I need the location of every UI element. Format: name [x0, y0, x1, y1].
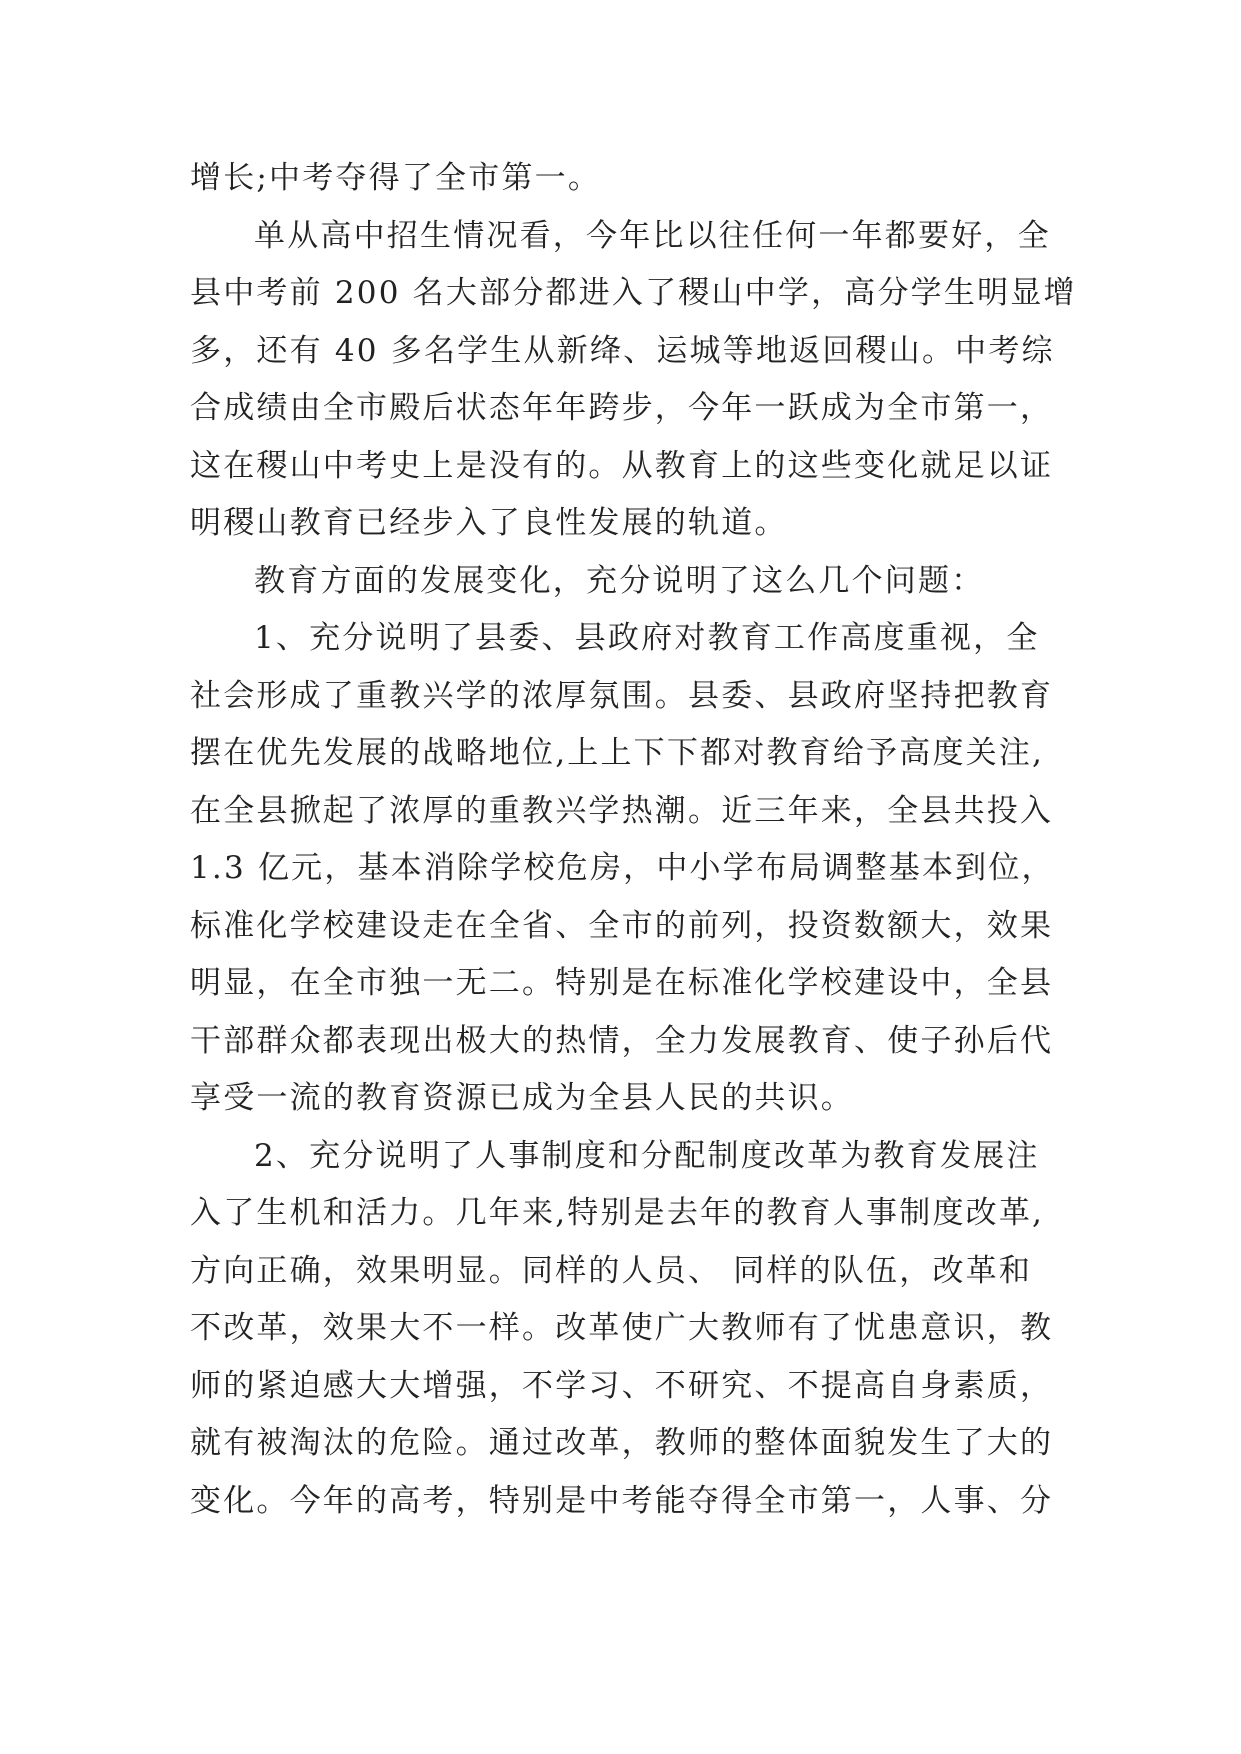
text-line: 干部群众都表现出极大的热情，全力发展教育、使子孙后代: [190, 1022, 1054, 1059]
text-line: 增长;中考夺得了全市第一。: [190, 160, 602, 196]
text-line: 明显，在全市独一无二。特别是在标准化学校建设中，全县: [190, 965, 1054, 1001]
text-line: 合成绩由全市殿后状态年年跨步，今年一跃成为全市第一，: [190, 390, 1054, 426]
text-line: 摆在优先发展的战略地位,上上下下都对教育给予高度关注,: [190, 735, 1045, 771]
text-line: 2、充分说明了人事制度和分配制度改革为教育发展注: [254, 1137, 1040, 1174]
text-line: 单从高中招生情况看，今年比以往任何一年都要好，全: [254, 217, 1051, 254]
text-line: 师的紧迫感大大增强，不学习、不研究、不提高自身素质，: [190, 1367, 1054, 1404]
document-body: [190, 150, 1077, 1530]
text-line: 不改革，效果大不一样。改革使广大教师有了忧患意识，教: [190, 1310, 1054, 1346]
text-line: 这在稷山中考史上是没有的。从教育上的这些变化就足以证: [190, 447, 1054, 484]
text-line: 入了生机和活力。几年来,特别是去年的教育人事制度改革,: [190, 1195, 1045, 1231]
text-line: 1、充分说明了县委、县政府对教育工作高度重视，全: [254, 620, 1040, 656]
text-line: 变化。今年的高考，特别是中考能夺得全市第一，人事、分: [190, 1482, 1054, 1519]
text-line: 社会形成了重教兴学的浓厚氛围。县委、县政府坚持把教育: [190, 677, 1054, 714]
text-line: 县中考前 200 名大部分都进入了稷山中学，高分学生明显增: [190, 275, 1077, 311]
text-line: 明稷山教育已经步入了良性发展的轨道。: [190, 505, 788, 541]
text-line: 方向正确，效果明显。同样的人员、 同样的队伍，改革和: [190, 1252, 1033, 1289]
text-line: 多，还有 40 多名学生从新绛、运城等地返回稷山。中考综: [190, 332, 1055, 369]
text-line: 在全县掀起了浓厚的重教兴学热潮。近三年来，全县共投入: [190, 792, 1054, 829]
text-line: 就有被淘汰的危险。通过改革，教师的整体面貌发生了大的: [190, 1425, 1054, 1461]
text-line: 1.3 亿元，基本消除学校危房，中小学布局调整基本到位，: [190, 850, 1055, 886]
text-line: 享受一流的教育资源已成为全县人民的共识。: [190, 1080, 854, 1116]
text-line: 标准化学校建设走在全省、全市的前列，投资数额大，效果: [190, 907, 1054, 944]
text-line: 教育方面的发展变化，充分说明了这么几个问题：: [254, 562, 985, 599]
